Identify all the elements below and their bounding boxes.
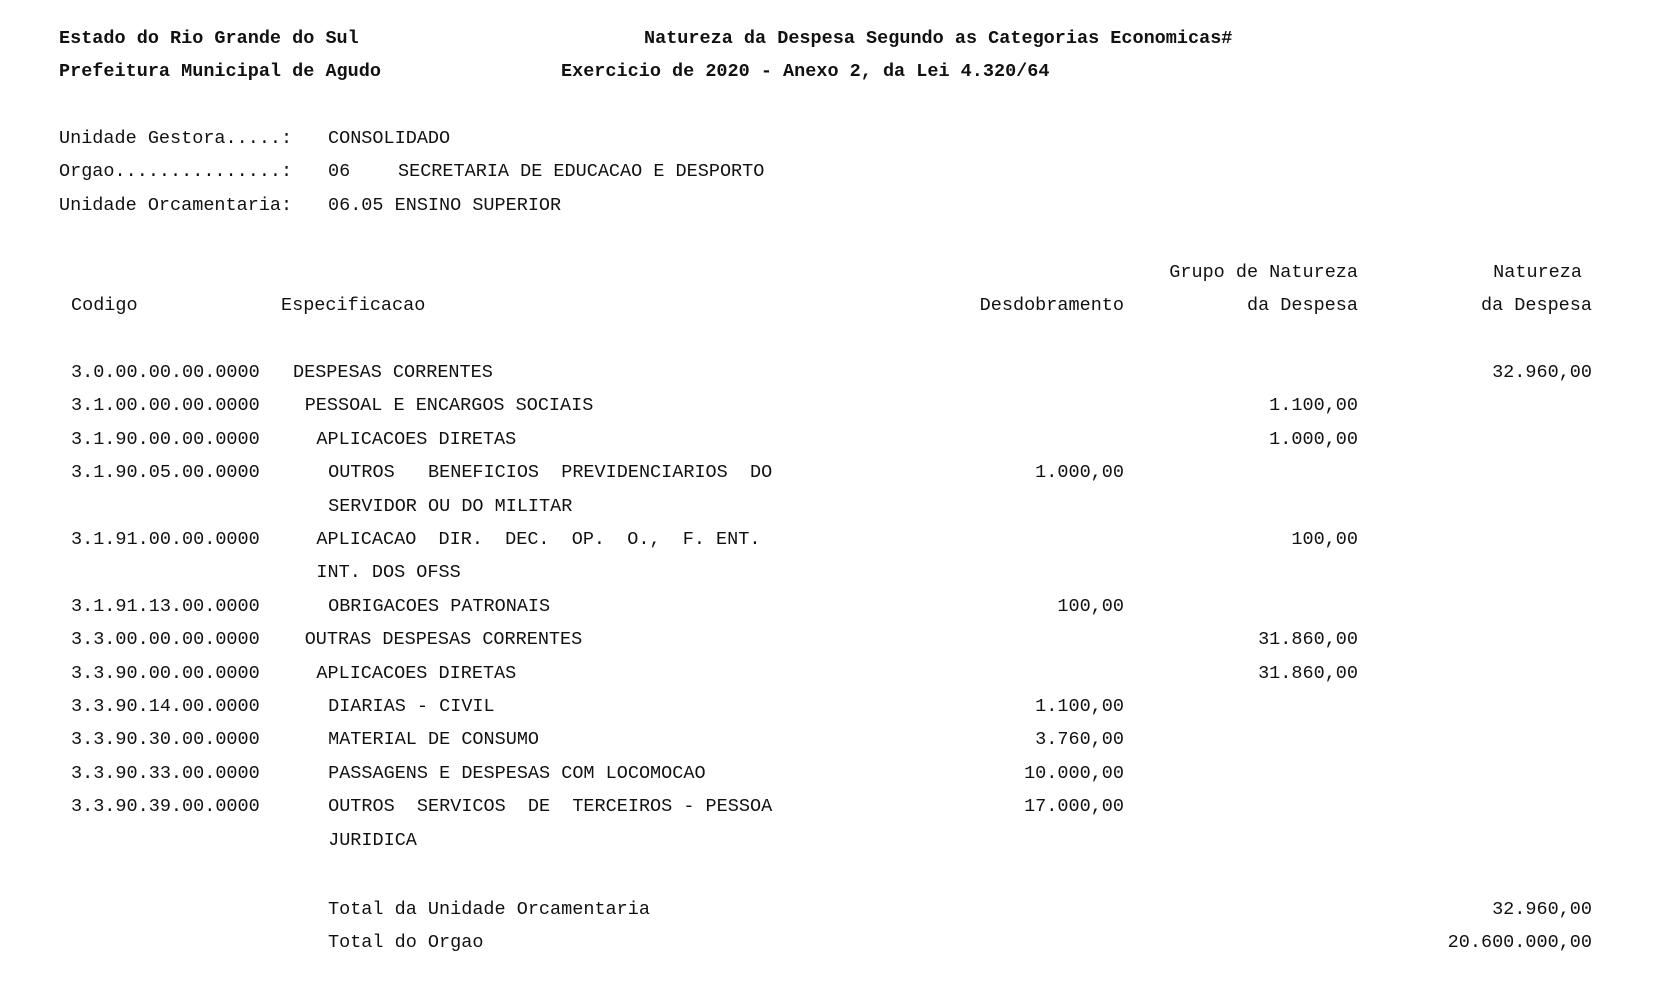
orgao-label: Orgao...............: (59, 161, 293, 182)
row-spec: APLICACAO DIR. DEC. OP. O., F. ENT. (316, 529, 761, 550)
row-grupo: 31.860,00 (1258, 662, 1358, 684)
total-unidade-label: Total da Unidade Orcamentaria (328, 899, 650, 920)
row-spec: APLICACOES DIRETAS (316, 662, 517, 684)
row-code: 3.3.90.33.00.0000 (71, 762, 260, 784)
row-code: 3.1.90.00.00.0000 (71, 428, 260, 450)
row-natureza: 32.960,00 (1492, 362, 1592, 383)
row-spec: APLICACOES DIRETAS (316, 428, 517, 450)
row-desdobramento: 100,00 (1057, 595, 1124, 617)
row-code: 3.3.90.00.00.0000 (71, 662, 260, 684)
row-code: 3.1.90.05.00.0000 (71, 462, 260, 484)
gestora-label: Unidade Gestora.....: (59, 128, 293, 149)
column-header-codigo: Codigo (71, 295, 138, 316)
row-spec: DESPESAS CORRENTES (293, 362, 493, 383)
row-spec: OBRIGACOES PATRONAIS (328, 595, 551, 617)
row-desdobramento: 17.000,00 (1024, 796, 1124, 818)
row-code: 3.0.00.00.00.0000 (71, 362, 260, 383)
column-header-desdobramento: Desdobramento (979, 295, 1124, 316)
row-grupo: 100,00 (1291, 529, 1358, 550)
row-code: 3.3.90.14.00.0000 (71, 696, 260, 717)
municipality-name: Prefeitura Municipal de Agudo (59, 61, 381, 82)
unidade-label: Unidade Orcamentaria: (59, 195, 293, 216)
orgao-name: SECRETARIA DE EDUCACAO E DESPORTO (398, 161, 765, 182)
row-desdobramento: 3.760,00 (1035, 729, 1124, 751)
row-code: 3.3.00.00.00.0000 (71, 629, 260, 651)
row-grupo: 1.100,00 (1269, 395, 1358, 417)
column-header-grupo-line2: da Despesa (1246, 295, 1358, 316)
row-spec: OUTROS SERVICOS DE TERCEIROS - PESSOA (328, 796, 773, 818)
row-spec: DIARIAS - CIVIL (328, 696, 495, 717)
row-grupo: 31.860,00 (1258, 629, 1358, 651)
row-code: 3.3.90.39.00.0000 (71, 796, 260, 818)
row-desdobramento: 1.000,00 (1035, 462, 1124, 484)
total-orgao-value: 20.600.000,00 (1447, 932, 1592, 953)
row-grupo: 1.000,00 (1269, 428, 1358, 450)
row-spec: INT. DOS OFSS (316, 562, 461, 584)
row-code: 3.3.90.30.00.0000 (71, 729, 260, 751)
row-code: 3.1.91.00.00.0000 (71, 529, 260, 550)
row-spec: OUTROS BENEFICIOS PREVIDENCIARIOS DO (328, 462, 773, 484)
unidade-value: 06.05 ENSINO SUPERIOR (328, 195, 562, 216)
state-name: Estado do Rio Grande do Sul (59, 28, 359, 49)
row-desdobramento: 10.000,00 (1024, 762, 1124, 784)
row-spec: OUTRAS DESPESAS CORRENTES (304, 629, 583, 651)
column-header-grupo-line1: Grupo de Natureza (1169, 262, 1358, 283)
gestora-value: CONSOLIDADO (328, 128, 451, 149)
row-code: 3.1.91.13.00.0000 (71, 595, 260, 617)
row-desdobramento: 1.100,00 (1035, 696, 1124, 717)
orgao-code: 06 (328, 161, 351, 182)
column-header-especificacao: Especificacao (281, 295, 426, 316)
column-header-natureza-line2: da Despesa (1480, 295, 1592, 316)
row-spec: JURIDICA (328, 829, 417, 851)
row-spec: MATERIAL DE CONSUMO (328, 729, 540, 751)
row-spec: SERVIDOR OU DO MILITAR (328, 495, 573, 517)
row-spec: PESSOAL E ENCARGOS SOCIAIS (304, 395, 594, 417)
row-spec: PASSAGENS E DESPESAS COM LOCOMOCAO (328, 762, 706, 784)
total-orgao-label: Total do Orgao (328, 932, 484, 953)
total-unidade-value: 32.960,00 (1492, 899, 1592, 920)
report-title: Natureza da Despesa Segundo as Categorias Economicas# (644, 28, 1233, 49)
report-subtitle: Exercicio de 2020 - Anexo 2, da Lei 4.320/64 (561, 61, 1050, 82)
column-header-natureza-line1: Natureza (1493, 262, 1582, 283)
row-code: 3.1.00.00.00.0000 (71, 395, 260, 417)
